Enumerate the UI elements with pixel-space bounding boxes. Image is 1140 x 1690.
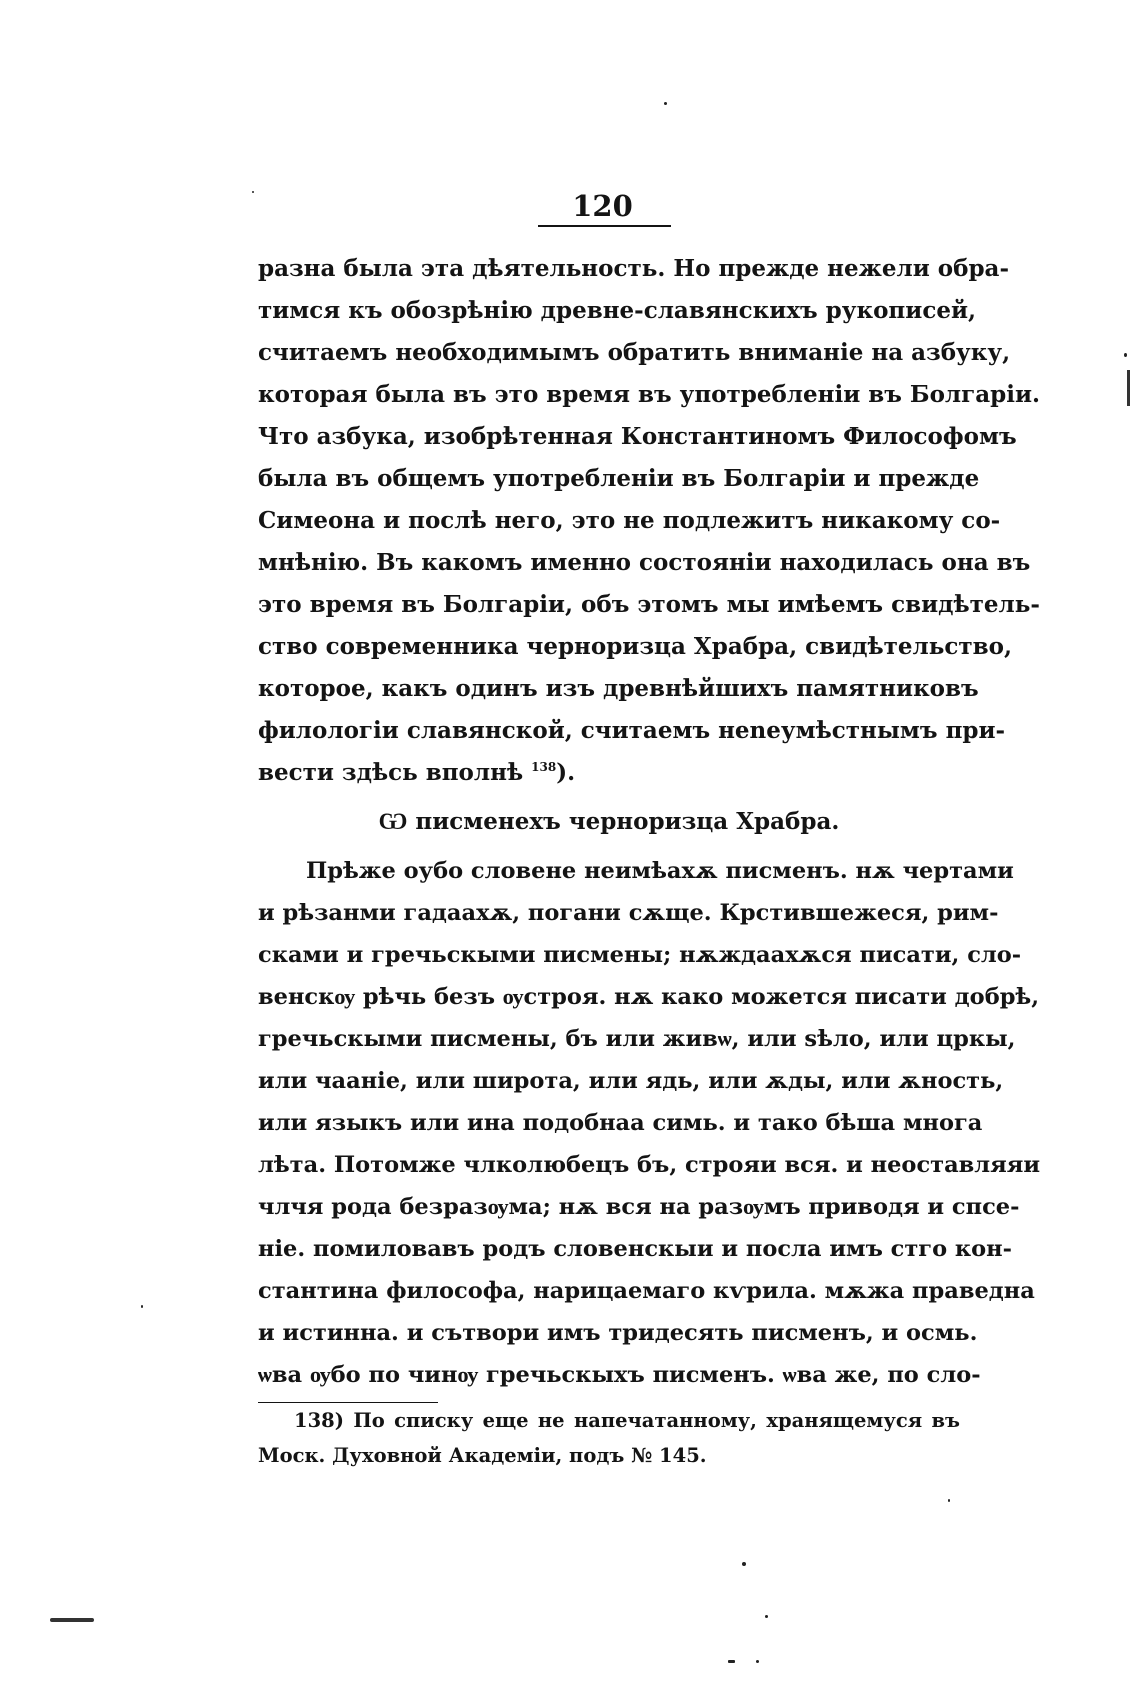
quote-line: ніе. помиловавъ родъ словенскыи и посла имъ стго кон- bbox=[258, 1236, 1012, 1262]
quote-line: венскѹ рѣчь безъ ѹстроя. нѫ како можется писати добрѣ, bbox=[258, 984, 1040, 1010]
paragraph-line: ство современника черноризца Храбра, свидѣтельство, bbox=[258, 633, 1012, 660]
intro-paragraph bbox=[258, 248, 1041, 794]
paragraph-line: которое, какъ одинъ изъ древнѣйшихъ памятниковъ bbox=[258, 675, 979, 702]
page-number: 120 bbox=[572, 189, 633, 223]
paragraph-last-line bbox=[258, 752, 960, 794]
paragraph-line: разна была эта дѣятельность. Но прежде нежели обра- bbox=[258, 255, 1010, 282]
quote-line: лѣта. Потомже члколюбецъ бъ, строяи вся. и неоставляяи bbox=[258, 1152, 1041, 1178]
quoted-text bbox=[258, 850, 1041, 1396]
quote-line: гречьскыми писмены, бъ или живѡ, или ѕѣло, или цркы, bbox=[258, 1026, 1016, 1052]
quote-line: или чааніе, или широта, или ядь, или ѫды, или ѫность, bbox=[258, 1068, 1004, 1094]
quote-line: Прѣже оубо словене неимѣахѫ писменъ. нѫ чертами bbox=[306, 858, 1014, 884]
footnote-line: Моск. Духовной Академіи, подъ № 145. bbox=[258, 1444, 707, 1467]
scan-speck bbox=[252, 191, 254, 193]
edge-mark bbox=[1127, 370, 1130, 406]
scan-speck bbox=[756, 1660, 759, 1663]
scan-speck bbox=[1124, 353, 1127, 357]
paragraph-line: мнѣнію. Въ какомъ именно состояніи находилась она въ bbox=[258, 549, 1031, 576]
paragraph-last-text: вести здѣсь вполнѣ bbox=[258, 759, 524, 786]
paragraph-close: ). bbox=[556, 759, 576, 786]
paragraph-line: Симеона и послѣ него, это не подлежитъ никакому со- bbox=[258, 507, 1001, 534]
quote-line: ѡва ѹбо по чинѹ гречьскыхъ писменъ. ѡва же, по сло- bbox=[258, 1362, 981, 1388]
quote-line: стантина философа, нарицаемаго кѵрила. мѫжа праведна bbox=[258, 1278, 1035, 1304]
scan-speck bbox=[664, 102, 667, 105]
page-number-rule bbox=[538, 225, 671, 227]
scan-speck bbox=[742, 1562, 746, 1566]
quote-line: и рѣзанми гадаахѫ, погани сѫще. Крстившежеся, рим- bbox=[258, 900, 999, 926]
paragraph-line: это время въ Болгаріи, объ этомъ мы имѣемъ свидѣтель- bbox=[258, 591, 1040, 618]
paragraph-line: считаемъ необходимымъ обратить вниманіе на азбуку, bbox=[258, 339, 1011, 366]
quote-line: сками и гречьскыми писмены; нѫждаахѫся писати, сло- bbox=[258, 942, 1022, 968]
edge-mark bbox=[50, 1618, 94, 1622]
paragraph-line: филологіи славянской, считаемъ неneумѣстнымъ при- bbox=[258, 717, 1006, 744]
body-text bbox=[258, 248, 1041, 1473]
paragraph-line: которая была въ это время въ употребленіи въ Болгаріи. bbox=[258, 381, 1041, 408]
scan-speck bbox=[765, 1615, 768, 1618]
paragraph-line: тимся къ обозрѣнію древне-славянскихъ рукописей, bbox=[258, 297, 977, 324]
quote-line: члчя рода безразѹма; нѫ вся на разѹмъ приводя и спсе- bbox=[258, 1194, 1020, 1220]
footnote-reference: 138 bbox=[531, 760, 557, 774]
footnote bbox=[258, 1403, 960, 1473]
paragraph-line: была въ общемъ употребленіи въ Болгаріи и прежде bbox=[258, 465, 980, 492]
footnote-line: 138) По списку еще не напечатанному, хранящемуся въ bbox=[294, 1409, 960, 1432]
scan-speck bbox=[728, 1660, 735, 1663]
scan-speck bbox=[141, 1305, 143, 1308]
scan-speck bbox=[948, 1499, 950, 1502]
quote-line: и истинна. и сътвори имъ тридесять писменъ, и осмь. bbox=[258, 1320, 978, 1346]
paragraph-line: Что азбука, изобрѣтенная Константиномъ Философомъ bbox=[258, 423, 1017, 450]
quote-line: или языкъ или ина подобнаа симь. и тако бѣша многа bbox=[258, 1110, 983, 1136]
section-heading: Ѡ писменехъ черноризца Храбра. bbox=[378, 808, 840, 835]
